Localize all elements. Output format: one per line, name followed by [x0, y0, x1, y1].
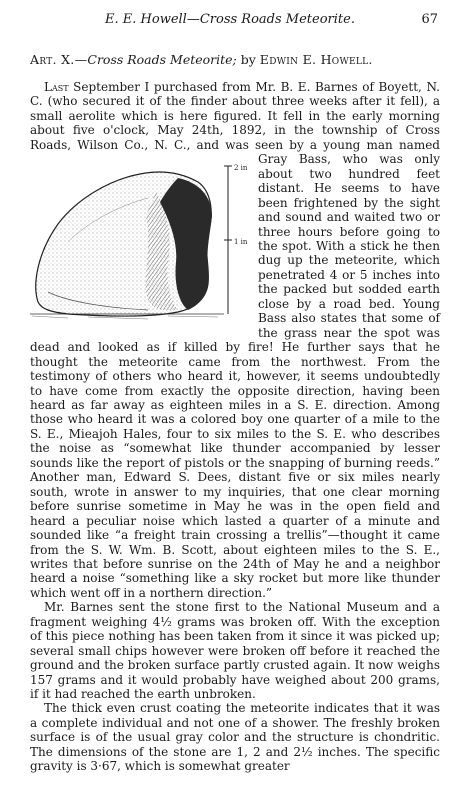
- scale-label-top: 2 in: [234, 164, 248, 173]
- running-title: E. E. Howell—Cross Roads Meteorite.: [105, 12, 355, 27]
- page-number: 67: [421, 12, 438, 27]
- article-author: Edwin E. Howell.: [259, 52, 373, 67]
- paragraph-3: The thick even crust coating the meteorite indicates that it was a complete individual and not one of a shower. The freshly broken surface is of the usual gray color and the structure is chondritic. The dimensions of the stone are 1, 2 and 2½ inches. The specific gravity is 3·67, which is somewhat greater: [30, 701, 440, 774]
- article-title: Cross Roads Meteorite;: [87, 52, 237, 67]
- running-head: [0, 12, 460, 27]
- article-heading: [30, 52, 440, 67]
- article-body: [30, 80, 440, 774]
- meteorite-figure: [28, 152, 250, 334]
- paragraph-1-text-a: September I purchased from Mr. B. E. Barnes of Boyett, N. C. (who secured it of the finder about three weeks after it fell), a small aerolite which is here figured. It fell in the early morning about five o'clock, May 24th, 1892, in the township of Cross Roads, Wilson Co., N. C., and was seen by: [30, 80, 440, 152]
- meteorite-illustration: [28, 152, 250, 334]
- paragraph-1-text-b: a young man named Gray Bass, who was only about two hundred feet distant. He seems to have been frightened by the sight and sound and waited two or three hours before going to the spot. With a stick he then dug up the meteorite, which penetrated 4 or 5 inches into the packed but sodded earth close by a road bed. Young Bass also states that some of the grass near the spot was dead and looked as if killed by fire! He further says that he thought the meteorite came from the northwest. From the testimony of others who heard it, however, it seems undoubtedly to have come from exactly the opposite direction, having been heard as far away as eighteen miles in a S. E. direction. Among those who heard it was a colored boy one quarter of a mile to the S. E., Mieajoh Hales, four to six miles to the S. E. who describes the noise as “somewhat like thunder accompanied by lesser sounds like the report of pistols or the snapping of burning reeds.” Another man, Edward S. Dees, distant five or six miles nearly south, wrote in answer to my inquiries, that one clear morning before sunrise sometime in May he was in the open field and heard a peculiar noise which lasted a quarter of a minute and sounded like “a freight train crossing a trellis”—thought it came from the S. W. Wm. B. Scott, about eighteen miles to the S. E., writes that before sunrise on the 24th of May he and a neighbor heard a noise “something like a sky rocket but more like thunder which went off in a northern direction.”: [30, 137, 440, 600]
- paragraph-1: [30, 80, 440, 600]
- article-by: by: [236, 52, 260, 67]
- paragraph-2: Mr. Barnes sent the stone first to the National Museum and a fragment weighing 4½ grams was broken off. With the exception of this piece nothing has been taken from it since it was picked up; several small chips however were broken off before it reached the ground and the broken surface partly crusted again. It now weighs 157 grams and it would probably have weighed about 200 grams, if it had reached the earth unbroken.: [30, 600, 440, 702]
- article-label: Art. X.—: [30, 52, 88, 67]
- lead-word: Last: [44, 80, 69, 94]
- scale-label-mid: 1 in: [234, 238, 248, 247]
